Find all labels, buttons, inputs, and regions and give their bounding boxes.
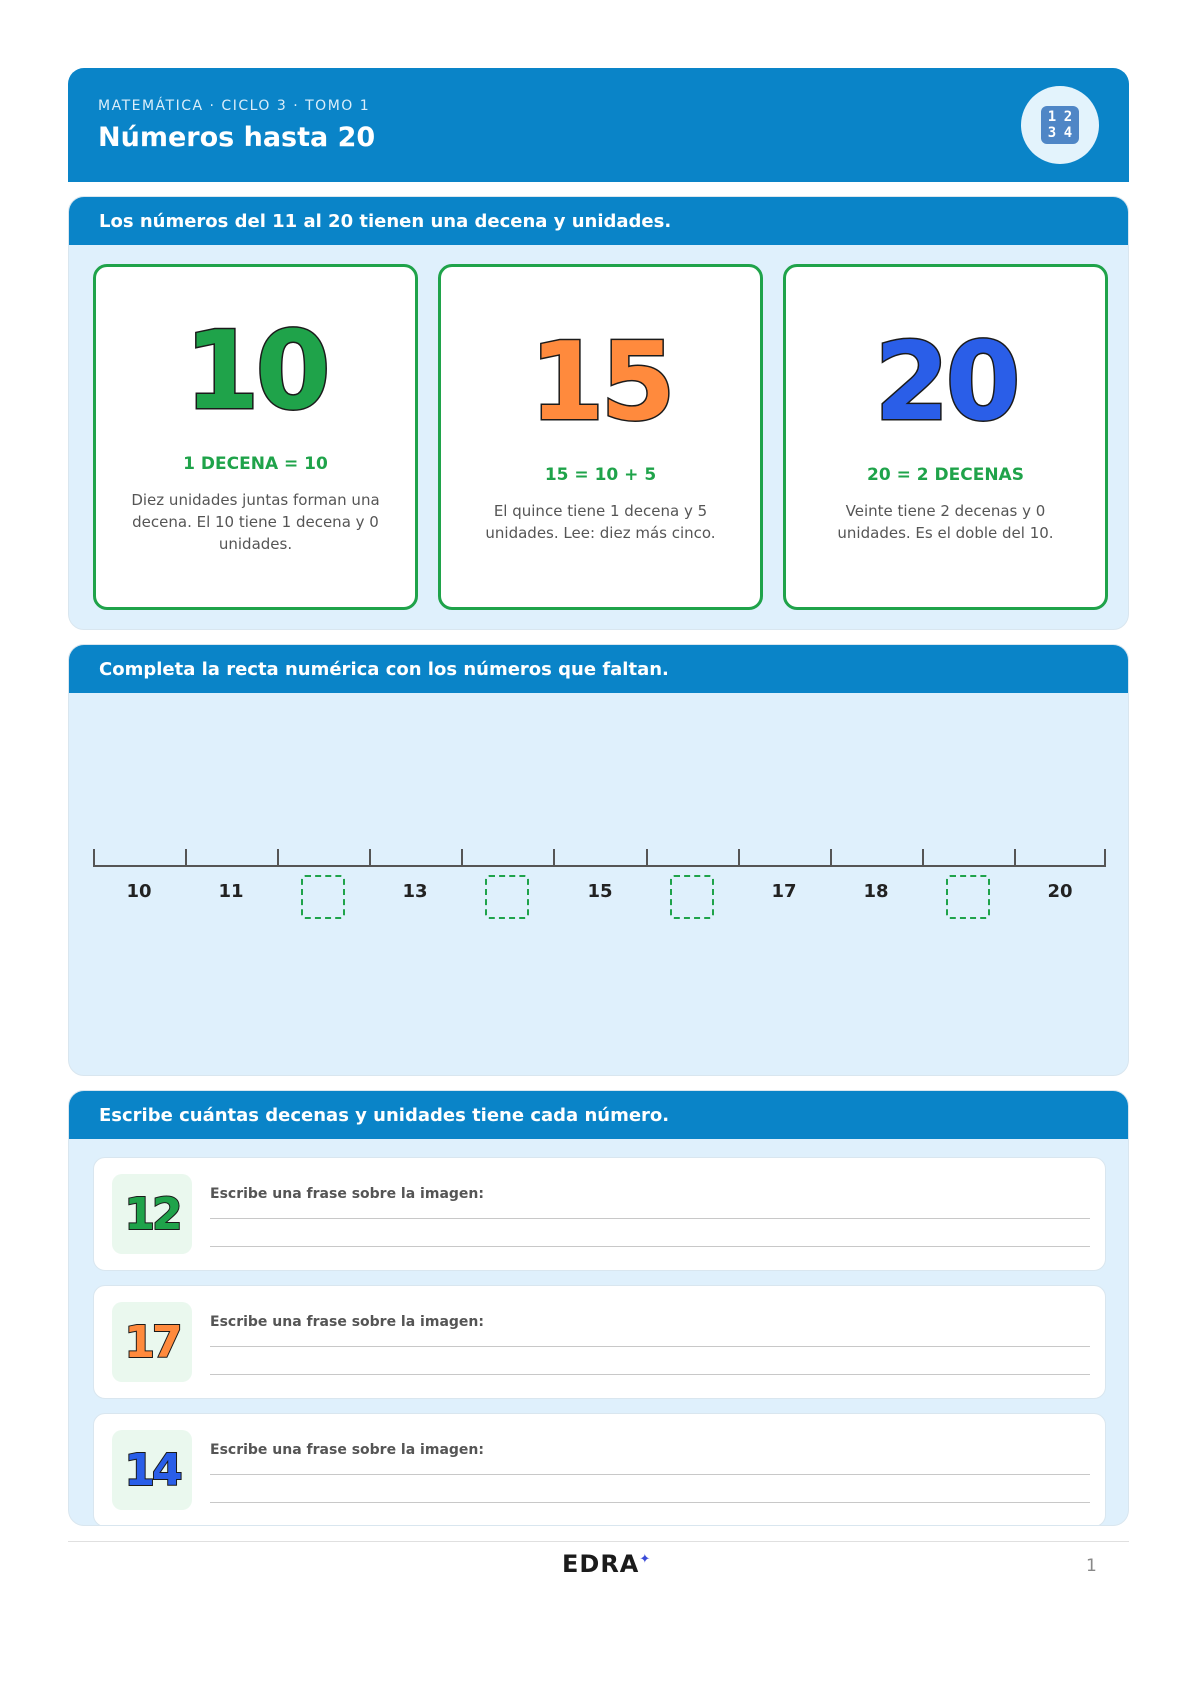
number-line-tick bbox=[369, 849, 371, 867]
header-badge bbox=[1021, 86, 1099, 164]
section-heading: Los números del 11 al 20 tienen una decena y unidades. bbox=[69, 197, 1128, 245]
row-prompt: Escribe una frase sobre la imagen: bbox=[210, 1442, 484, 1458]
number-line-label: 10 bbox=[126, 881, 152, 902]
section-heading: Completa la recta numérica con los números que faltan. bbox=[69, 645, 1128, 693]
number-line-label: 15 bbox=[587, 881, 613, 902]
card-number: 15 bbox=[529, 320, 672, 446]
section-heading: Escribe cuántas decenas y unidades tiene cada número. bbox=[69, 1091, 1128, 1139]
number-line-tick bbox=[1104, 849, 1106, 867]
number-line-tick bbox=[277, 849, 279, 867]
keypad-digit: 3 bbox=[1047, 125, 1057, 141]
number-card bbox=[93, 264, 418, 610]
tile-number: 17 bbox=[124, 1316, 180, 1368]
writing-line[interactable] bbox=[210, 1474, 1090, 1475]
number-card bbox=[438, 264, 763, 610]
number-line-label: 11 bbox=[218, 881, 244, 902]
card-description: El quince tiene 1 decena y 5 unidades. Lee: diez más cinco. bbox=[485, 502, 716, 542]
number-line-tick bbox=[830, 849, 832, 867]
answer-row bbox=[93, 1285, 1106, 1399]
row-prompt: Escribe una frase sobre la imagen: bbox=[210, 1186, 484, 1202]
number-tile bbox=[112, 1302, 192, 1382]
card-number: 10 bbox=[184, 309, 327, 435]
keypad-digit: 4 bbox=[1063, 125, 1073, 141]
number-line-label: 18 bbox=[863, 881, 889, 902]
number-tile bbox=[112, 1174, 192, 1254]
number-line-tick bbox=[93, 849, 95, 867]
logo-text: EDRA bbox=[562, 1550, 640, 1578]
card-description: Diez unidades juntas forman una decena. El 10 tiene 1 decena y 0 unidades. bbox=[131, 491, 380, 553]
number-line bbox=[93, 845, 1106, 945]
missing-number-box[interactable] bbox=[301, 875, 345, 919]
page-number: 1 bbox=[1086, 1556, 1097, 1576]
input-numbers-icon bbox=[1041, 106, 1079, 144]
number-line-tick bbox=[646, 849, 648, 867]
card-equation: 20 = 2 DECENAS bbox=[867, 465, 1024, 486]
writing-line[interactable] bbox=[210, 1502, 1090, 1503]
writing-line[interactable] bbox=[210, 1374, 1090, 1375]
missing-number-box[interactable] bbox=[946, 875, 990, 919]
number-card bbox=[783, 264, 1108, 610]
number-line-tick bbox=[738, 849, 740, 867]
row-prompt: Escribe una frase sobre la imagen: bbox=[210, 1314, 484, 1330]
card-equation: 15 = 10 + 5 bbox=[544, 465, 657, 486]
writing-line[interactable] bbox=[210, 1346, 1090, 1347]
keypad-digit: 2 bbox=[1063, 109, 1073, 125]
keypad-digit: 1 bbox=[1047, 109, 1057, 125]
edra-logo bbox=[562, 1550, 651, 1578]
number-line-label: 17 bbox=[771, 881, 797, 902]
number-line-label: 13 bbox=[402, 881, 428, 902]
card-description: Veinte tiene 2 decenas y 0 unidades. Es el doble del 10. bbox=[837, 502, 1054, 542]
writing-line[interactable] bbox=[210, 1246, 1090, 1247]
number-line-label: 20 bbox=[1047, 881, 1073, 902]
answer-row bbox=[93, 1413, 1106, 1526]
page-header bbox=[68, 68, 1129, 182]
missing-number-box[interactable] bbox=[485, 875, 529, 919]
header-kicker: MATEMÁTICA · CICLO 3 · TOMO 1 bbox=[98, 98, 371, 114]
section-decenas-unidades bbox=[68, 1090, 1129, 1526]
missing-number-box[interactable] bbox=[670, 875, 714, 919]
number-line-axis bbox=[93, 865, 1106, 867]
answer-row bbox=[93, 1157, 1106, 1271]
page-title: Números hasta 20 bbox=[98, 122, 376, 153]
sparkle-icon: ✦ bbox=[639, 1552, 652, 1567]
number-tile bbox=[112, 1430, 192, 1510]
number-line-tick bbox=[1014, 849, 1016, 867]
number-line-tick bbox=[185, 849, 187, 867]
card-equation: 1 DECENA = 10 bbox=[183, 454, 328, 475]
number-line-tick bbox=[553, 849, 555, 867]
card-number: 20 bbox=[874, 320, 1017, 446]
number-line-tick bbox=[922, 849, 924, 867]
tile-number: 12 bbox=[124, 1188, 180, 1240]
section-number-line bbox=[68, 644, 1129, 1076]
footer-divider bbox=[68, 1541, 1129, 1542]
tile-number: 14 bbox=[124, 1444, 180, 1496]
number-line-tick bbox=[461, 849, 463, 867]
writing-line[interactable] bbox=[210, 1218, 1090, 1219]
section-decenas bbox=[68, 196, 1129, 630]
